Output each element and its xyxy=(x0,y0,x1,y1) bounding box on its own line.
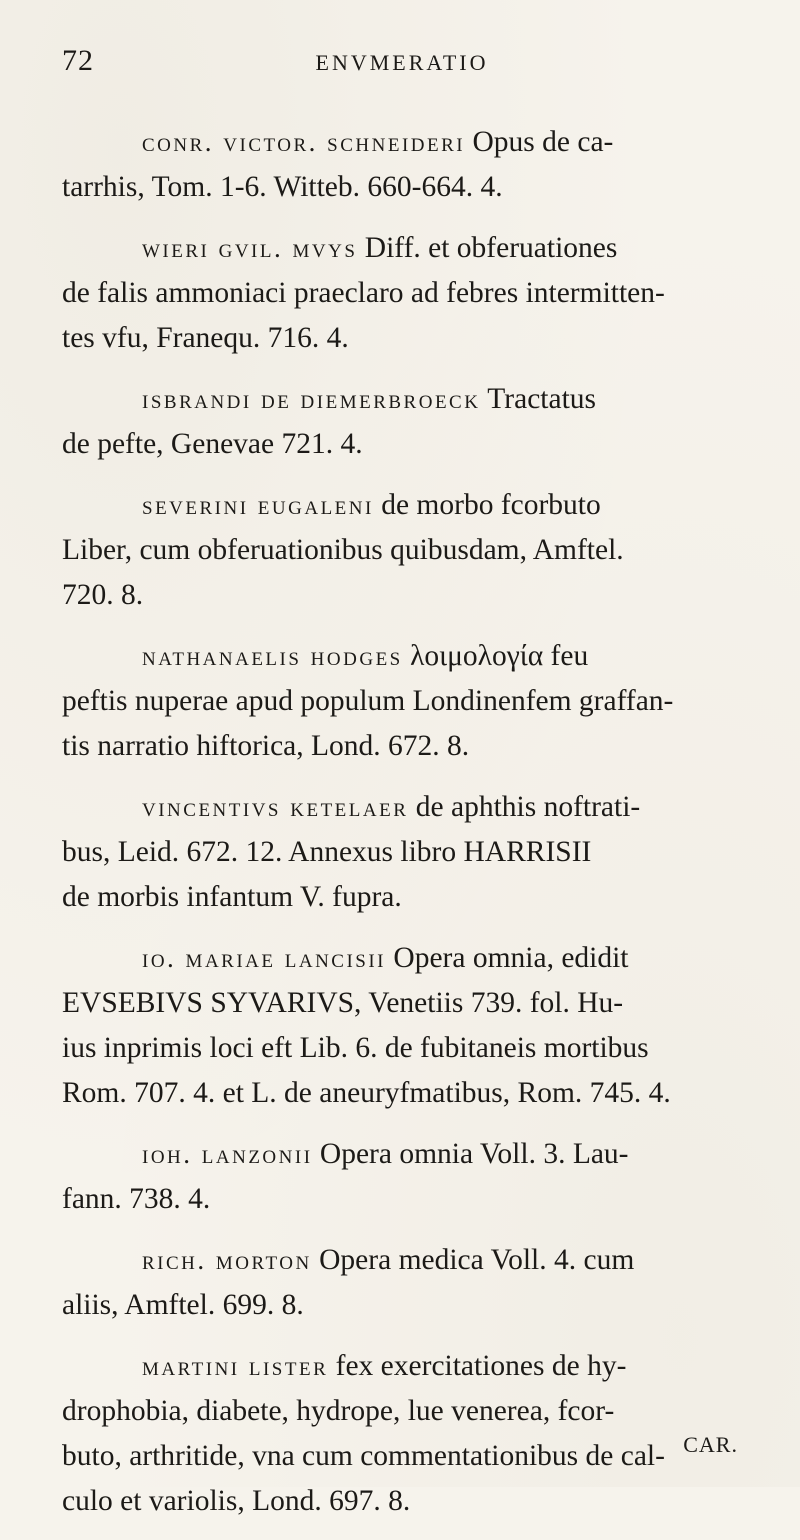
entry-author: rich. morton xyxy=(142,1245,312,1275)
bibliography-entry xyxy=(62,483,762,618)
bibliography-list xyxy=(62,120,762,1540)
bibliography-entry xyxy=(62,1344,762,1524)
entry-author: severini eugaleni xyxy=(142,490,374,520)
entry-author: io. mariae lancisii xyxy=(142,943,387,973)
entry-author: wieri gvil. mvys xyxy=(142,233,358,263)
entry-line: drophobia, diabete, hydrope, lue venerea, fcor- xyxy=(62,1395,615,1427)
bibliography-entry xyxy=(62,377,762,467)
running-title: ENVMERATIO xyxy=(315,50,489,75)
entry-line: culo et variolis, Lond. 697. 8. xyxy=(62,1485,411,1517)
entry-author: nathanaelis hodges xyxy=(142,641,403,671)
entry-text: Opera omnia, edidit xyxy=(386,942,629,974)
entry-line: 720. 8. xyxy=(62,579,144,611)
entry-line: peftis nuperae apud populum Londinenfem graffan- xyxy=(62,685,674,717)
entry-text: Diff. et obferuationes xyxy=(357,232,618,264)
entry-line: fann. 738. 4. xyxy=(62,1183,211,1215)
entry-line: tis narratio hiftorica, Lond. 672. 8. xyxy=(62,730,470,762)
entry-text: de aphthis noftrati- xyxy=(408,791,641,823)
entry-author: conr. victor. schneideri xyxy=(142,127,466,157)
entry-line: de morbis infantum V. fupra. xyxy=(62,881,402,913)
entry-line: ius inprimis loci eft Lib. 6. de fubitaneis mortibus xyxy=(62,1032,649,1064)
entry-text: Tractatus xyxy=(480,383,597,415)
bibliography-entry xyxy=(62,120,762,210)
entry-line: EVSEBIVS SYVARIVS, Venetiis 739. fol. Hu- xyxy=(62,987,624,1019)
catchword: CAR. xyxy=(683,1432,738,1457)
entry-line: tes vfu, Franequ. 716. 4. xyxy=(62,322,349,354)
entry-text: Opera medica Voll. 4. cum xyxy=(311,1244,635,1276)
entry-line: de falis ammoniaci praeclaro ad febres intermitten- xyxy=(62,277,665,309)
entry-text: Opera omnia Voll. 3. Lau- xyxy=(312,1138,629,1170)
entry-line: Liber, cum obferuationibus quibusdam, Amftel. xyxy=(62,534,624,566)
entry-line: tarrhis, Tom. 1-6. Witteb. 660-664. 4. xyxy=(62,171,503,203)
bibliography-entry xyxy=(62,1132,762,1222)
bibliography-entry xyxy=(62,1238,762,1328)
bibliography-entry xyxy=(62,226,762,361)
entry-author: isbrandi de diemerbroeck xyxy=(142,384,481,414)
bibliography-entry xyxy=(62,936,762,1116)
entry-line: buto, arthritide, vna cum commentationibus de cal- xyxy=(62,1440,665,1472)
entry-line: aliis, Amftel. 699. 8. xyxy=(62,1289,304,1321)
bibliography-entry xyxy=(62,634,762,769)
entry-author: ioh. lanzonii xyxy=(142,1139,313,1169)
page-number: 72 xyxy=(62,44,94,77)
entry-line: de pefte, Genevae 721. 4. xyxy=(62,428,363,460)
entry-line: bus, Leid. 672. 12. Annexus libro HARRISII xyxy=(62,836,592,868)
entry-text: λοιμολογία feu xyxy=(402,640,589,672)
bibliography-entry xyxy=(62,785,762,920)
entry-line: Rom. 707. 4. et L. de aneuryfmatibus, Rom. 745. 4. xyxy=(62,1077,671,1109)
entry-text: de morbo fcorbuto xyxy=(373,489,601,521)
page-header xyxy=(62,44,742,88)
entry-author: martini lister xyxy=(142,1351,329,1381)
entry-text: fex exercitationes de hy- xyxy=(328,1350,627,1382)
entry-text: Opus de ca- xyxy=(465,126,614,158)
entry-author: vincentivs ketelaer xyxy=(142,792,409,822)
